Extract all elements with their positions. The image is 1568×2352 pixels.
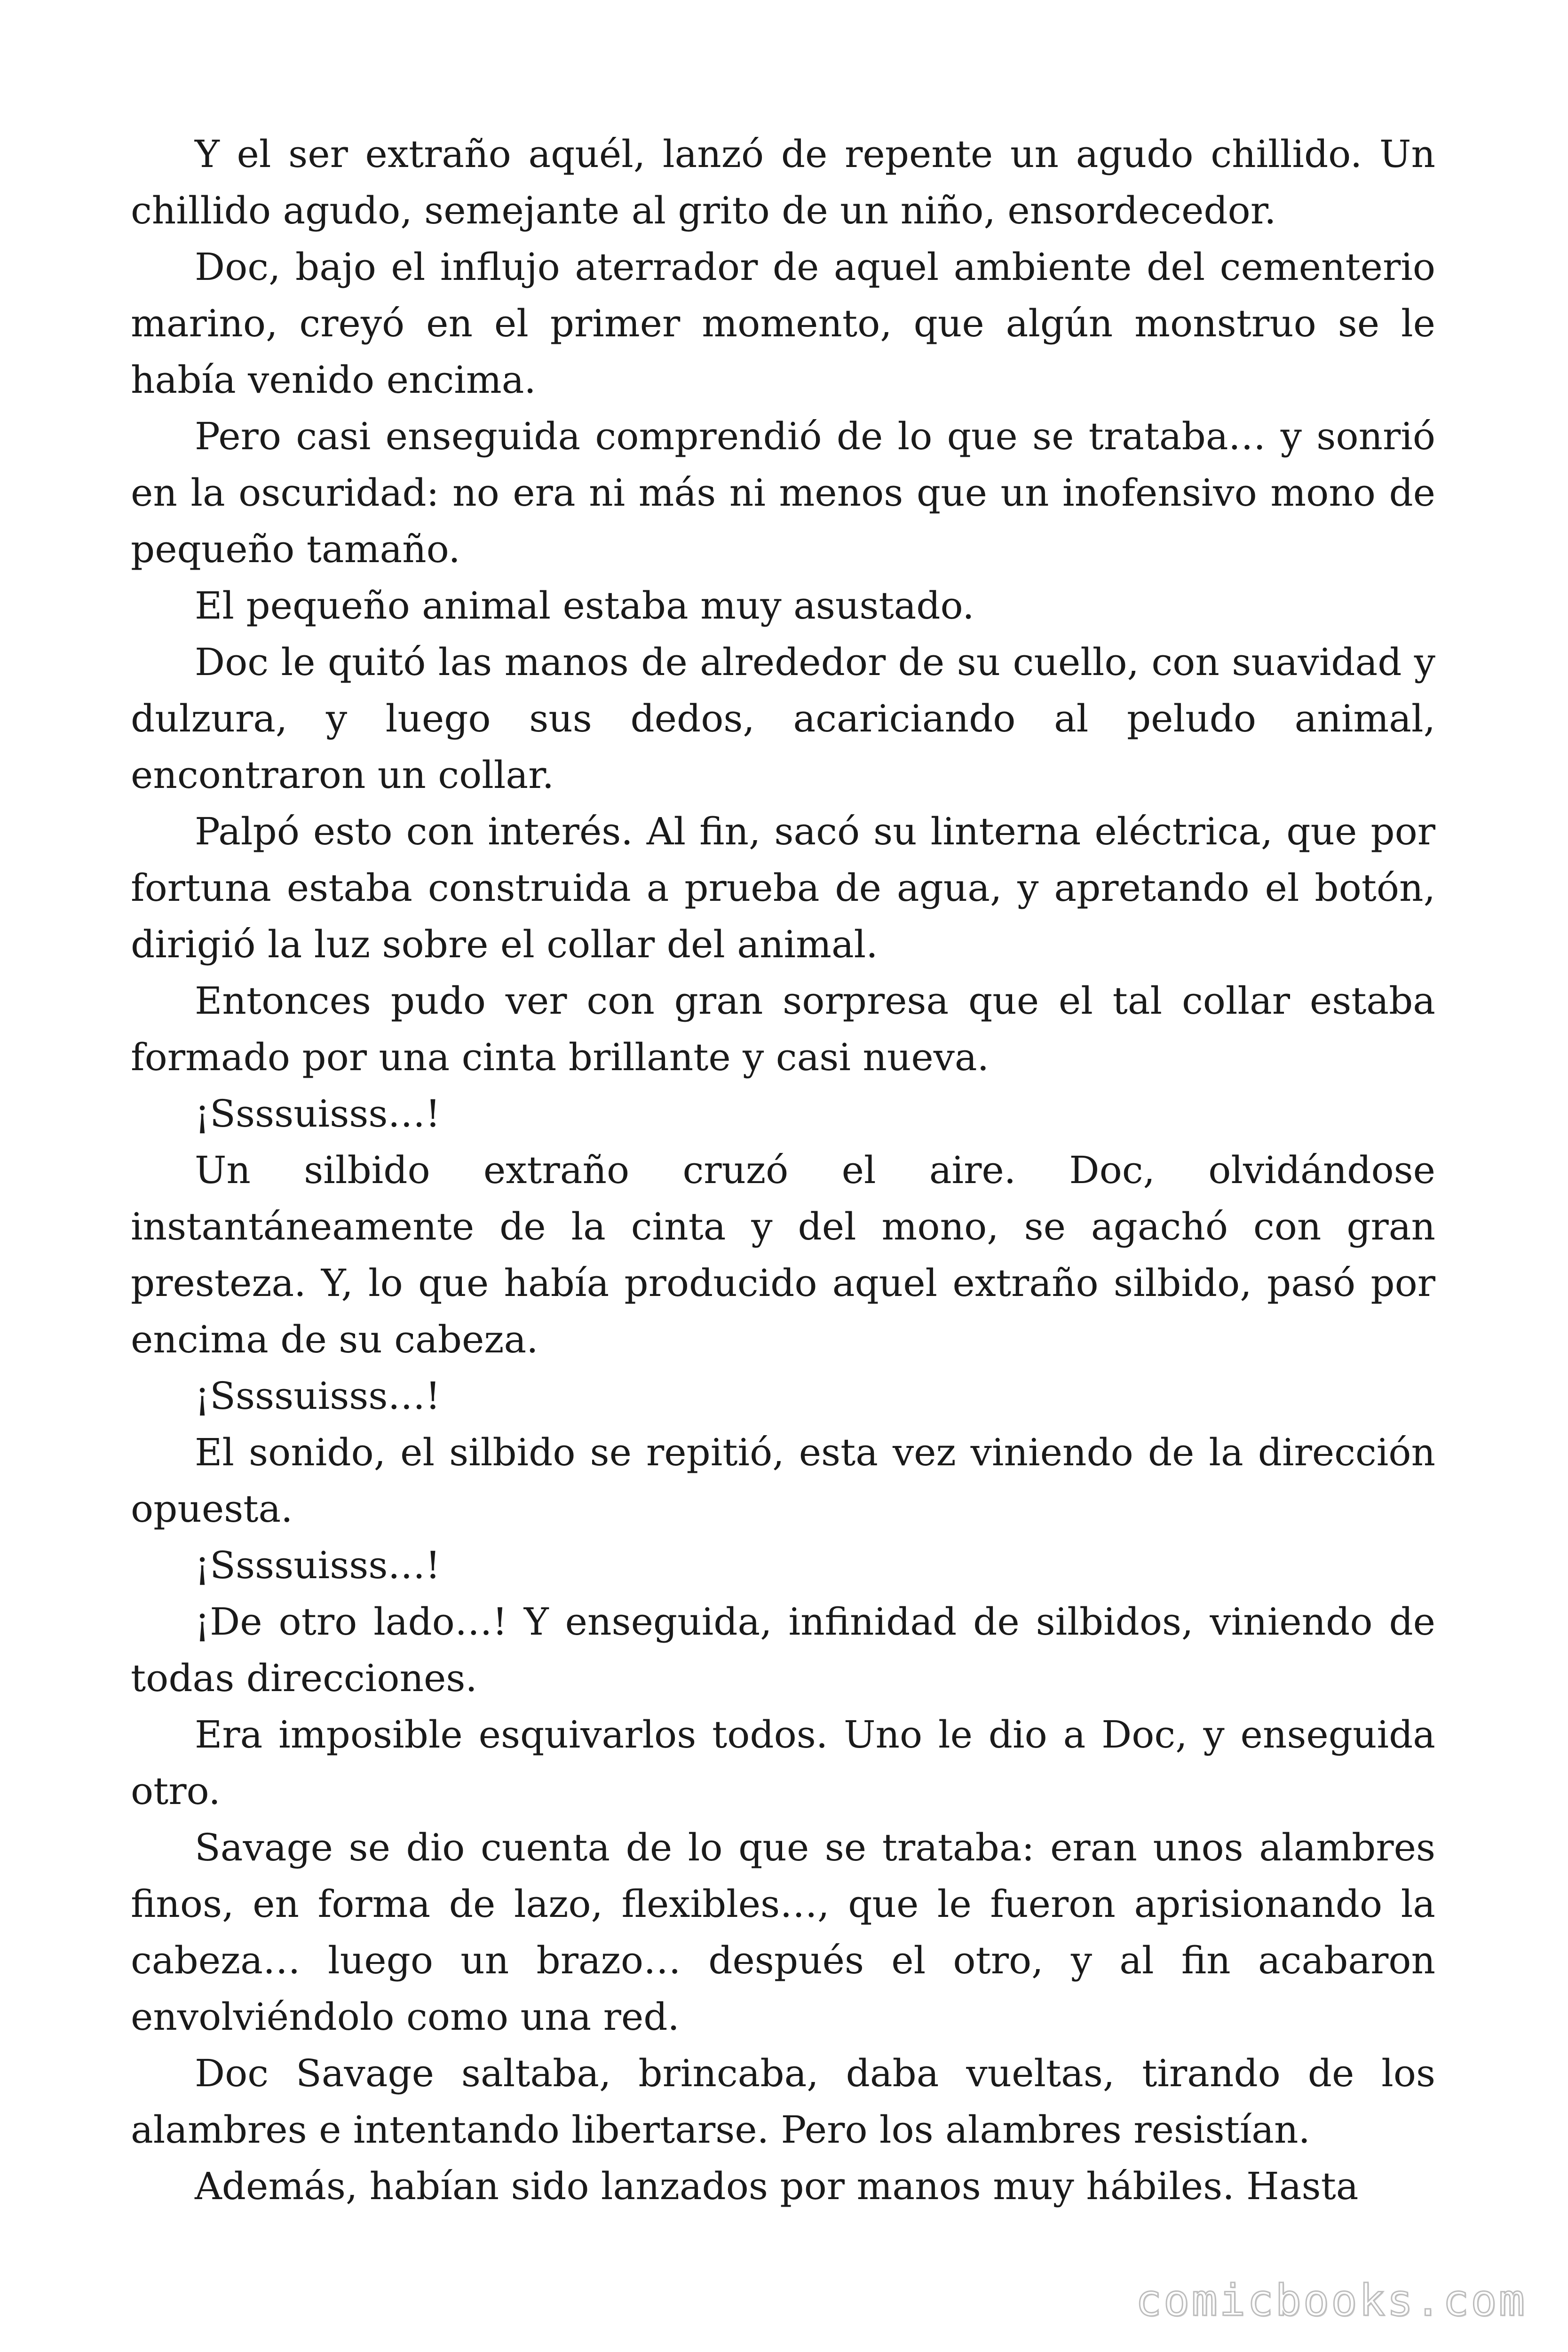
paragraph-16: Doc Savage saltaba, brincaba, daba vueltas, tirando de los alambres e intentando libertarse. Pero los alambres resistían. xyxy=(131,2051,1435,2152)
paragraph-13: ¡De otro lado…! Y enseguida, infinidad de silbidos, viniendo de todas direcciones. xyxy=(131,1600,1435,1700)
watermark-text: comicbooks.com xyxy=(1135,2275,1527,2326)
paragraph-1: Y el ser extraño aquél, lanzó de repente un agudo chillido. Un chillido agudo, semejante al grito de un niño, ensordecedor. xyxy=(131,132,1435,232)
paragraph-10: ¡Ssssuisss…! xyxy=(195,1374,441,1418)
paragraph-11: El sonido, el silbido se repitió, esta vez viniendo de la dirección opuesta. xyxy=(131,1430,1435,1531)
paragraph-2: Doc, bajo el influjo aterrador de aquel ambiente del cementerio marino, creyó en el primer momento, que algún monstruo se le había venido encima. xyxy=(131,245,1435,402)
paragraph-14: Era imposible esquivarlos todos. Uno le dio a Doc, y enseguida otro. xyxy=(131,1713,1435,1813)
paragraph-12: ¡Ssssuisss…! xyxy=(195,1543,441,1587)
paragraph-8: ¡Ssssuisss…! xyxy=(195,1092,441,1136)
body-text xyxy=(131,126,1435,2215)
paragraph-7: Entonces pudo ver con gran sorpresa que el tal collar estaba formado por una cinta brillante y casi nueva. xyxy=(131,979,1435,1079)
paragraph-3: Pero casi enseguida comprendió de lo que se trataba… y sonrió en la oscuridad: no era ni más ni menos que un inofensivo mono de pequeño tamaño. xyxy=(131,414,1435,571)
paragraph-9: Un silbido extraño cruzó el aire. Doc, olvidándose instantáneamente de la cinta y del mono, se agachó con gran presteza. Y, lo que había producido aquel extraño silbido, pasó por encima de su cabeza. xyxy=(131,1148,1435,1361)
paragraph-17: Además, habían sido lanzados por manos muy hábiles. Hasta xyxy=(195,2164,1359,2208)
paragraph-4: El pequeño animal estaba muy asustado. xyxy=(195,584,974,628)
paragraph-5: Doc le quitó las manos de alrededor de su cuello, con suavidad y dulzura, y luego sus dedos, acariciando al peludo animal, encontraron un collar. xyxy=(131,640,1435,797)
paragraph-15: Savage se dio cuenta de lo que se trataba: eran unos alambres finos, en forma de lazo, flexibles…, que le fueron aprisionando la cabeza… luego un brazo… después el otro, y al fin acabaron envolviéndolo como una red. xyxy=(131,1826,1435,2039)
paragraph-6: Palpó esto con interés. Al fin, sacó su linterna eléctrica, que por fortuna estaba construida a prueba de agua, y apretando el botón, dirigió la luz sobre el collar del animal. xyxy=(131,810,1435,966)
